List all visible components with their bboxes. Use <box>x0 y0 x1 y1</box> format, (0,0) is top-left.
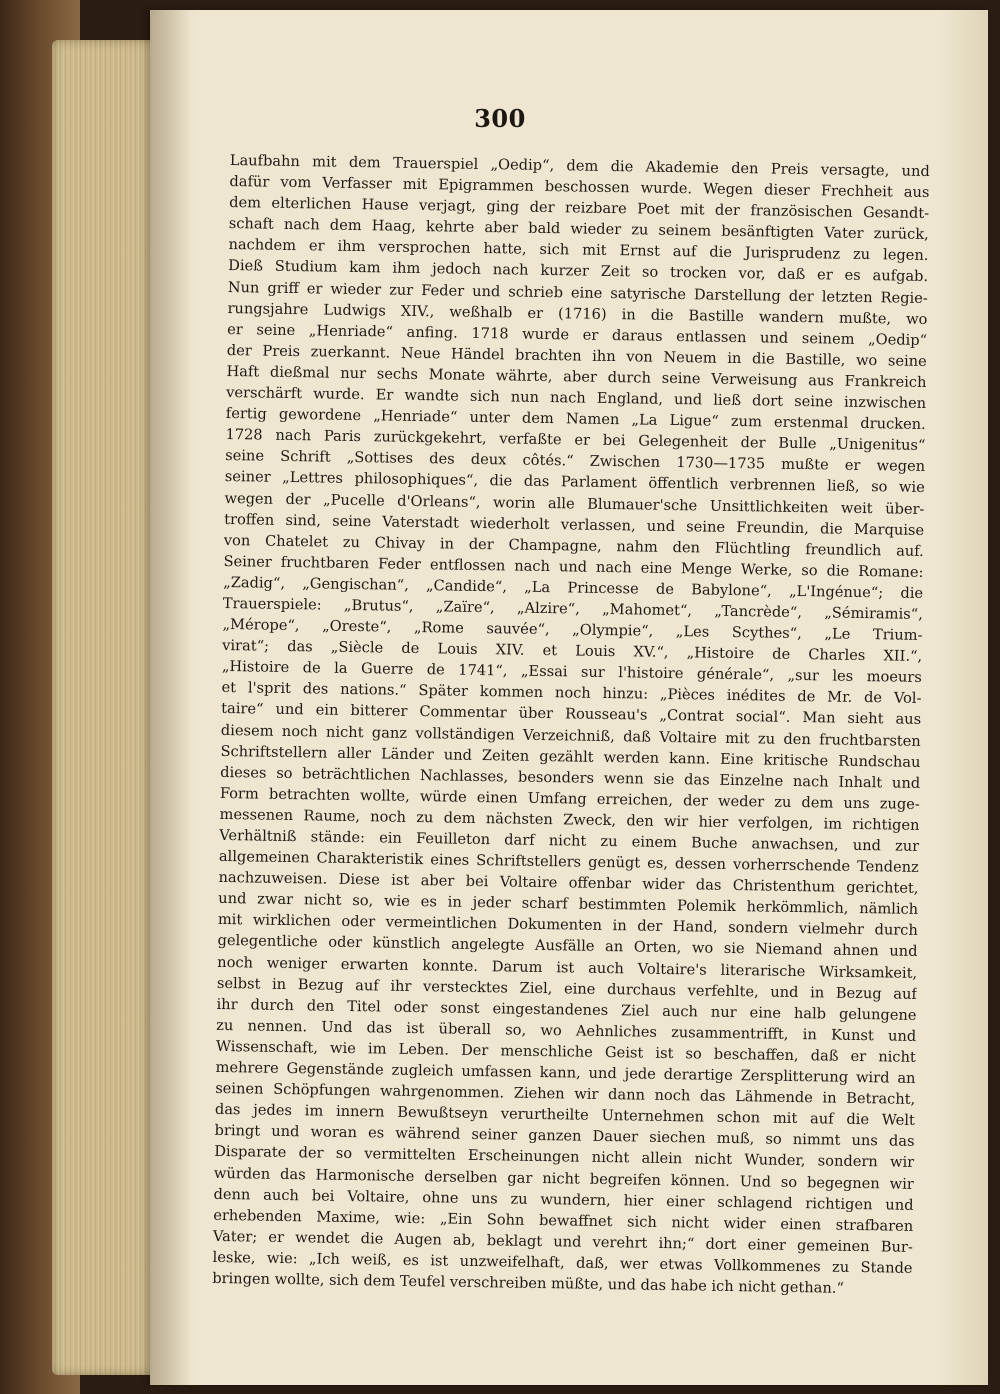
text-line: Schriftstellern aller Länder und Zeiten gezählt werden kann. Eine kritische Rundschau <box>220 742 921 771</box>
text-line: dafür vom Verfasser mit Epigrammen beschossen wurde. Wegen dieser Frechheit aus <box>229 173 930 202</box>
text-line: dem elterlichen Hause verjagt, ging der reizbare Poet mit der französischen Gesandt- <box>229 194 930 223</box>
text-line: Nun griff er wieder zur Feder und schrieb eine satyrische Darstellung der letzten Regie- <box>227 278 928 307</box>
text-line: nachdem er ihm versprochen hatte, sich mit Ernst auf die Jurisprudenz zu legen. <box>228 236 929 265</box>
text-line: diesem noch nicht ganz vollständigen Verzeichniß, daß Voltaire mit zu den fruchtbarsten <box>220 721 921 750</box>
text-line: wegen der „Pucelle d'Orleans“, worin alle Blumauer'sche Unsittlichkeiten weit über- <box>224 489 925 518</box>
text-line: erhebenden Maxime, wie: „Ein Sohn bewaffnet sich nicht wider einen strafbaren <box>213 1206 914 1235</box>
text-line: virat“; das „Siècle de Louis XIV. et Louis XV.“, „Histoire de Charles XII.“, <box>222 637 923 666</box>
text-line: „Mérope“, „Oreste“, „Rome sauvée“, „Olympie“, „Les Scythes“, „Le Trium- <box>222 616 923 644</box>
text-line: Laufbahn mit dem Trauerspiel „Oedip“, dem die Akademie den Preis versagte, und <box>229 151 930 180</box>
text-line: Trauerspiele: „Brutus“, „Zaïre“, „Alzire“, „Mahomet“, „Tancrède“, „Sémiramis“, <box>222 594 923 623</box>
text-line: bringen wollte, sich dem Teufel verschreiben müßte, und das habe ich nicht gethan.“ <box>212 1269 845 1297</box>
text-line: Disparate der so vermittelten Erscheinungen nicht allein nicht Wunder, sondern wir <box>214 1143 915 1172</box>
page-number: 300 <box>474 104 526 133</box>
text-line: seinen Schöpfungen wahrgenommen. Ziehen wir dann noch das Lähmende in Betracht, <box>215 1080 916 1109</box>
text-line: messenen Raume, noch zu dem nächsten Zweck, den wir hier verfolgen, im richtigen <box>219 805 920 834</box>
text-line: fertig gewordene „Henriade“ unter dem Namen „La Ligue“ zum erstenmal drucken. <box>225 405 926 434</box>
text-line: würden das Harmonische derselben gar nicht begreifen können. Und so begegnen wir <box>213 1164 914 1193</box>
text-line: verschärft wurde. Er wandte sich nun nach England, und ließ dort seine inzwischen <box>226 384 927 412</box>
text-line: taire“ und ein bitterer Commentar über Rousseau's „Contrat social“. Man sieht aus <box>221 700 922 729</box>
text-line: „Zadig“, „Gengischan“, „Candide“, „La Princesse de Babylone“, „L'Ingénue“; die <box>223 573 924 602</box>
gutter-shadow <box>150 10 190 1385</box>
text-line: noch weniger erwarten konnte. Darum ist auch Voltaire's literarische Wirksamkeit, <box>217 953 918 982</box>
text-line: denn auch bei Voltaire, ohne uns zu wundern, hier einer schlagend richtigen und <box>213 1185 914 1214</box>
text-line: nachzuweisen. Diese ist aber bei Voltaire offenbar wider das Christenthum gerichtet, <box>218 869 919 898</box>
text-line: seiner „Lettres philosophiques“, die das Parlament öffentlich verbrennen ließ, so wie <box>224 468 925 497</box>
text-line: Seiner fruchtbaren Feder entflossen nach und nach eine Menge Werke, so die Romane: <box>223 552 924 581</box>
text-line: dieses so beträchtlichen Nachlasses, besonders wenn sie das Einzelne nach Inhalt und <box>220 763 921 792</box>
text-line: allgemeinen Charakteristik eines Schriftstellers genügt es, dessen vorherrschende Tendenz <box>218 848 919 877</box>
text-line: mit wirklichen oder vermeintlichen Dokumenten in der Hand, sondern vielmehr durch <box>217 911 918 940</box>
text-line: rungsjahre Ludwigs XIV., weßhalb er (1716) in die Bastille wandern mußte, wo <box>227 299 928 328</box>
text-line: gelegentliche oder künstlich angelegte Ausfälle an Orten, wo sie Niemand ahnen und <box>217 932 918 961</box>
text-line: Verhältniß stände: ein Feuilleton darf nicht zu einem Buche anwachsen, und zur <box>219 826 920 855</box>
text-line: ihr durch den Titel oder sonst eingestandenes Ziel auch nur eine halb gelungene <box>216 995 917 1024</box>
text-line: selbst in Bezug auf ihr verstecktes Ziel, eine durchaus verfehlte, und in Bezug auf <box>216 974 917 1003</box>
text-line: er seine „Henriade“ anfing. 1718 wurde er daraus entlassen und seinem „Oedip“ <box>227 320 928 349</box>
text-line: Haft dießmal nur sechs Monate währte, aber durch seine Verweisung aus Frankreich <box>226 362 927 391</box>
text-line: Vater; er wendet die Augen ab, beklagt und verehrt ihn;“ dort einer gemeinen Bur- <box>212 1227 913 1256</box>
text-line: zu nennen. Und das ist überall so, wo Aehnliches zusammentrifft, in Kunst und <box>216 1016 917 1045</box>
text-line: et l'sprit des nations.“ Später kommen noch hinzu: „Pièces inédites de Mr. de Vol- <box>221 679 922 708</box>
text-line: seine Schrift „Sottises des deux côtés.“ Zwischen 1730—1735 mußte er wegen <box>225 447 926 476</box>
text-line: und zwar nicht so, wie es in jeder scharf bestimmten Polemik herkömmlich, nämlich <box>218 890 919 919</box>
text-line: „Histoire de la Guerre de 1741“, „Essai sur l'histoire générale“, „sur les moeurs <box>221 658 922 687</box>
text-line: bringt und woran es während seiner ganzen Dauer siechen muß, so nimmt uns das <box>214 1122 915 1151</box>
text-line: Wissenschaft, wie im Leben. Der menschliche Geist ist so beschaffen, daß er nicht <box>215 1037 916 1066</box>
text-line: Dieß Studium kam ihm jedoch nach kurzer Zeit so trocken vor, daß er es aufgab. <box>228 257 929 286</box>
text-line: leske, wie: „Ich weiß, es ist unzweifelhaft, daß, wer etwas Vollkommenes zu Stande <box>212 1248 913 1277</box>
text-line: von Chatelet zu Chivay in der Champagne, nahm den Flüchtling freundlich auf. <box>223 531 924 560</box>
text-line: schaft nach dem Haag, kehrte aber bald wieder zu seinem besänftigten Vater zurück, <box>228 215 929 244</box>
text-line: der Preis zuerkannt. Neue Händel brachten ihn von Neuem in die Bastille, wo seine <box>226 341 927 370</box>
text-line: troffen sind, seine Vaterstadt wiederholt verlassen, und seine Freundin, die Marquise <box>224 510 925 539</box>
text-line: das jedes im innern Bewußtseyn verurtheilte Unternehmen schon mit auf die Welt <box>214 1101 915 1130</box>
text-line: 1728 nach Paris zurückgekehrt, verfaßte er bei Gelegenheit der Bulle „Unigenitus“ <box>225 426 926 455</box>
body-text <box>212 150 930 1300</box>
text-line: mehrere Gegenstände zugleich umfassen kann, und jede derartige Zersplitterung wird an <box>215 1058 916 1087</box>
text-line: Form betrachten wollte, würde einen Umfang erreichen, der weder zu dem uns zuge- <box>219 784 920 813</box>
